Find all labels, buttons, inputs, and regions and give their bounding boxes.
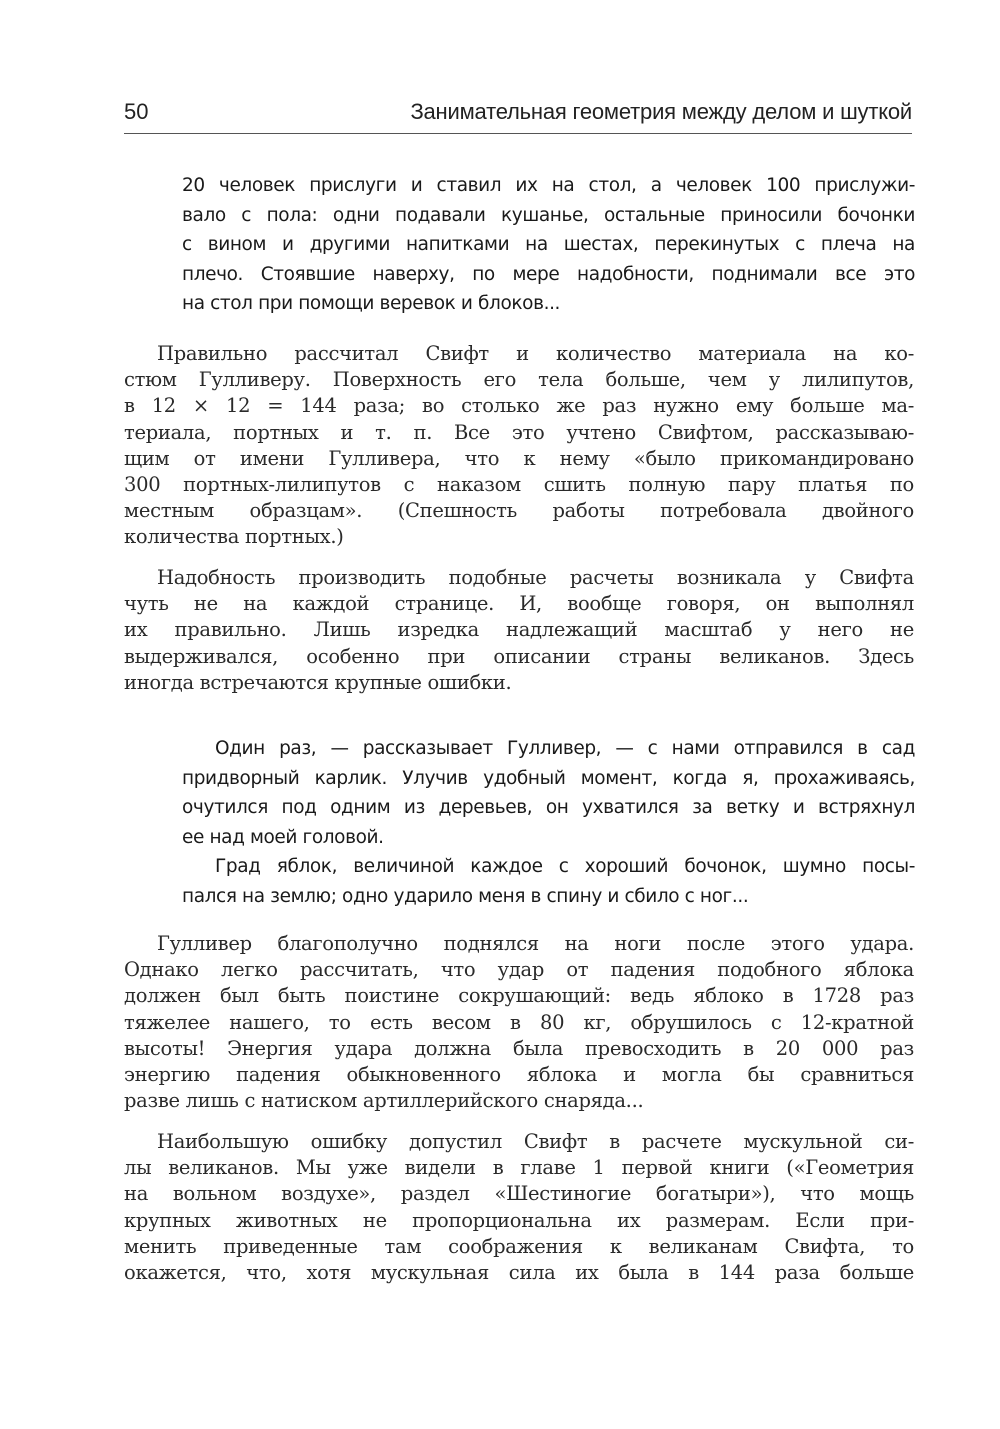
text-line: крупных животных не пропорциональна их размерам. Если при- (124, 1208, 914, 1232)
quote-line: Град яблок, величиной каждое с хороший бочонок, шумно посы- (215, 856, 915, 877)
text-line: окажется, что, хотя мускульная сила их была в 144 раза больше (124, 1260, 914, 1284)
text-line: териала, портных и т. п. Все это учтено Свифтом, рассказываю- (124, 420, 914, 444)
paragraph-2 (124, 565, 914, 696)
text-line: высоты! Энергия удара должна была превосходить в 20 000 раз (124, 1036, 914, 1060)
paragraph-1 (124, 341, 914, 551)
page-number: 50 (124, 99, 149, 124)
text-line: 300 портных-лилипутов с наказом сшить полную пару платья по (124, 472, 914, 496)
paragraph-3 (124, 931, 914, 1114)
quote-block-2 (182, 734, 915, 911)
text-line: на вольном воздухе», раздел «Шестиногие богатыри»), что мощь (124, 1182, 914, 1206)
text-line: выдерживался, особенно при описании страны великанов. Здесь (124, 644, 914, 668)
text-line: местным образцам». (Спешность работы потребовала двойного (124, 499, 914, 523)
text-line: количества портных.) (124, 525, 344, 549)
text-line: Гулливер благополучно поднялся на ноги после этого удара. (157, 932, 914, 955)
quote-line: плечо. Стоявшие наверху, по мере надобности, поднимали все это (182, 263, 915, 285)
text-line: Наибольшую ошибку допустил Свифт в расчете мускульной си- (157, 1130, 914, 1153)
text-line: иногда встречаются крупные ошибки. (124, 670, 512, 694)
quote-line: Один раз, — рассказывает Гулливер, — с нами отправился в сад (215, 738, 915, 759)
text-line: тяжелее нашего, то есть весом в 80 кг, обрушилось с 12-кратной (124, 1010, 914, 1034)
text-line: разве лишь с натиском артиллерийского снаряда... (124, 1089, 644, 1113)
text-line: их правильно. Лишь изредка надлежащий масштаб у него не (124, 618, 914, 642)
text-line: стюм Гулливеру. Поверхность его тела больше, чем у лилипутов, (124, 368, 914, 392)
text-line: энергию падения обыкновенного яблока и могла бы сравниться (124, 1062, 914, 1086)
quote-line: на стол при помощи веревок и блоков... (182, 293, 561, 314)
text-line: должен был быть поистине сокрушающий: ведь яблоко в 1728 раз (124, 984, 914, 1008)
quote-line: придворный карлик. Улучив удобный момент, когда я, прохаживаясь, (182, 767, 915, 789)
text-line: в 12 × 12 = 144 раза; во столько же раз нужно ему больше ма- (124, 394, 914, 418)
running-header (124, 97, 912, 134)
quote-line: очутился под одним из деревьев, он ухватился за ветку и встряхнул (182, 797, 915, 818)
text-line: Однако легко рассчитать, что удар от падения подобного яблока (124, 958, 914, 982)
quote-line: вало с пола: одни подавали кушанье, остальные приносили бочонки (182, 204, 915, 226)
quote-block-1 (182, 171, 915, 319)
text-line: Правильно рассчитал Свифт и количество материала на ко- (157, 342, 914, 365)
quote-line: ее над моей головой. (182, 826, 384, 848)
quote-line: 20 человек прислуги и ставил их на стол, а человек 100 прислужи- (182, 175, 915, 196)
paragraph-4 (124, 1129, 914, 1286)
text-line: чуть не на каждой странице. И, вообще говоря, он выполнял (124, 592, 914, 616)
quote-line: с вином и другими напитками на шестах, перекинутых с плеча на (182, 234, 915, 255)
text-line: менить приведенные там соображения к великанам Свифта, то (124, 1234, 914, 1258)
quote-line: пался на землю; одно ударило меня в спину и сбило с ног... (182, 885, 749, 907)
running-title: Занимательная геометрия между делом и шуткой (410, 99, 912, 124)
text-line: Надобность производить подобные расчеты возникала у Свифта (157, 566, 914, 589)
text-line: лы великанов. Мы уже видели в главе 1 первой книги («Геометрия (124, 1156, 914, 1180)
text-line: щим от имени Гулливера, что к нему «было прикомандировано (124, 446, 914, 470)
